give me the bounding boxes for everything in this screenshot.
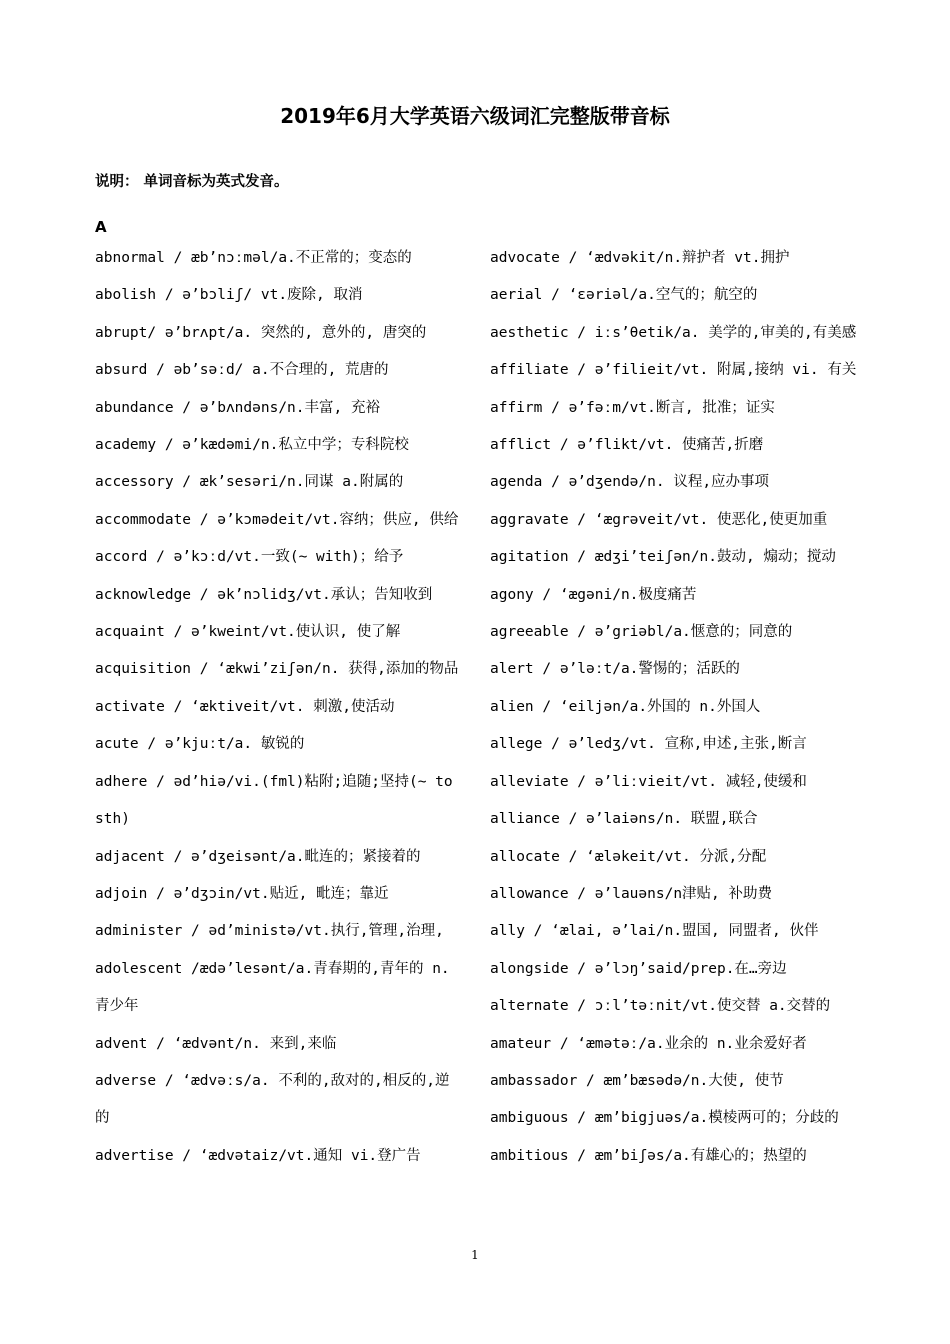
vocab-entry: agitation / ædʒi’teiʃən/n.鼓动, 煽动；搅动 (490, 549, 836, 566)
left-column (95, 240, 463, 1175)
vocab-entry: ambitious / æm’biʃəs/a.有雄心的；热望的 (490, 1147, 807, 1164)
page-number: 1 (471, 1248, 479, 1262)
vocab-entry: ambassador / æm’bæsədə/n.大使, 使节 (490, 1072, 784, 1089)
vocab-entry: agony / ‘ægəni/n.极度痛苦 (490, 586, 697, 603)
vocab-entry: amateur / ‘æmətəː/a.业余的 n.业余爱好者 (490, 1035, 807, 1052)
vocab-entry: acknowledge / ək’nɔlidʒ/vt.承认；告知收到 (95, 586, 433, 603)
vocab-entry: adjoin / ə’dʒɔin/vt.贴近, 毗连；靠近 (95, 885, 389, 902)
vocab-entry: alert / ə’ləːt/a.警惕的；活跃的 (490, 661, 740, 678)
explanation-note: 说明： 单词音标为英式发音。 (95, 174, 289, 190)
vocab-entry: allowance / ə’lauəns/n津贴, 补助费 (490, 885, 773, 902)
page-title: 2019年6月大学英语六级词汇完整版带音标 (280, 104, 670, 128)
vocab-entry: aggravate / ‘ægrəveit/vt. 使恶化,使更加重 (490, 511, 828, 528)
vocab-entry: adhere / əd’hiə/vi.(fml)粘附;追随;坚持(~ to sth) (95, 773, 453, 828)
vocab-entry: academy / ə’kædəmi/n.私立中学；专科院校 (95, 437, 409, 454)
vocab-entry: ally / ‘ælai, ə’lai/n.盟国, 同盟者, 伙伴 (490, 923, 819, 940)
vocab-entry: affirm / ə’fəːm/vt.断言, 批准；证实 (490, 399, 775, 416)
vocab-entry: abundance / ə’bʌndəns/n.丰富, 充裕 (95, 399, 380, 416)
vocab-entry: abrupt/ ə’brʌpt/a. 突然的, 意外的, 唐突的 (95, 324, 427, 341)
vocab-entry: alongside / ə’lɔŋ’said/prep.在…旁边 (490, 960, 787, 977)
vocab-entry: acquaint / ə’kweint/vt.使认识, 使了解 (95, 624, 401, 641)
vocab-entry: accord / ə’kɔːd/vt.一致(~ with)；给予 (95, 549, 404, 566)
vocab-entry: alien / ‘eiljən/a.外国的 n.外国人 (490, 698, 761, 715)
vocab-entry: acquisition / ‘ækwi’ziʃən/n. 获得,添加的物品 (95, 661, 459, 678)
vocab-entry: accommodate / ə’kɔmədeit/vt.容纳；供应, 供给 (95, 511, 459, 528)
vocab-entry: alleviate / ə’liːvieit/vt. 减轻,使缓和 (490, 773, 807, 790)
vocab-entry: accessory / æk’sesəri/n.同谋 a.附属的 (95, 474, 404, 491)
vocab-entry: agenda / ə’dʒendə/n. 议程,应办事项 (490, 474, 770, 491)
vocab-entry: afflict / ə’flikt/vt. 使痛苦,折磨 (490, 437, 764, 454)
vocab-entry: administer / əd’ministə/vt.执行,管理,治理, (95, 923, 444, 940)
vocab-entry: allocate / ‘æləkeit/vt. 分派,分配 (490, 848, 767, 865)
vocab-entry: ambiguous / æm’bigjuəs/a.模棱两可的；分歧的 (490, 1110, 839, 1127)
vocab-entry: affiliate / ə’filieit/vt. 附属,接纳 vi. 有关 (490, 362, 857, 379)
vocab-entry: alternate / ɔːl’təːnit/vt.使交替 a.交替的 (490, 998, 831, 1015)
vocab-entry: alliance / ə’laiəns/n. 联盟,联合 (490, 811, 758, 828)
vocab-entry: abnormal / æb’nɔːməl/a.不正常的；变态的 (95, 250, 412, 266)
vocab-entry: adjacent / ə’dʒeisənt/a.毗连的；紧接着的 (95, 848, 421, 865)
vocab-entry: adolescent /ædə’lesənt/a.青春期的,青年的 n.青少年 (95, 960, 450, 1015)
vocab-entry: absurd / əb’səːd/ a.不合理的, 荒唐的 (95, 362, 389, 379)
vocab-entry: allege / ə’ledʒ/vt. 宣称,申述,主张,断言 (490, 736, 807, 753)
vocab-entry: agreeable / ə’griəbl/a.惬意的；同意的 (490, 624, 793, 641)
vocab-entry: aesthetic / iːs’θetik/a. 美学的,审美的,有美感 (490, 324, 857, 341)
vocab-entry: activate / ‘æktiveit/vt. 刺激,使活动 (95, 698, 395, 715)
section-letter: A (95, 218, 107, 236)
vocab-entry: advocate / ‘ædvəkit/n.辩护者 vt.拥护 (490, 250, 790, 266)
vocab-entry: advent / ‘ædvənt/n. 来到,来临 (95, 1035, 337, 1052)
vocab-entry: adverse / ‘ædvəːs/a. 不利的,敌对的,相反的,逆的 (95, 1072, 450, 1127)
vocab-entry: acute / ə’kjuːt/a. 敏锐的 (95, 736, 305, 753)
vocab-entry: aerial / ‘ɛəriəl/a.空气的；航空的 (490, 287, 758, 304)
vocab-entry: abolish / ə’bɔliʃ/ vt.废除, 取消 (95, 287, 363, 304)
right-column (490, 240, 858, 1175)
vocab-entry: advertise / ‘ædvətaiz/vt.通知 vi.登广告 (95, 1147, 421, 1164)
